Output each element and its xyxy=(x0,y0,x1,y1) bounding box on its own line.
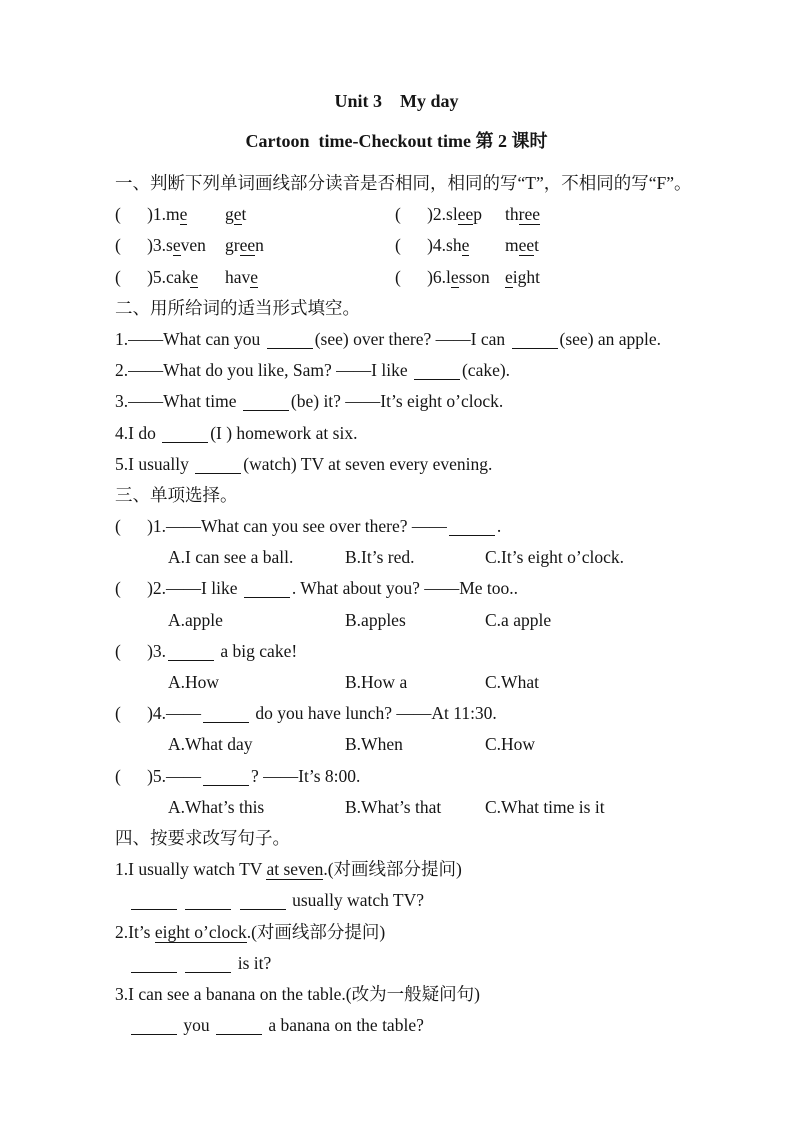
choice-option: C.a apple xyxy=(485,609,552,630)
text-run xyxy=(233,890,237,910)
pair-left xyxy=(115,199,225,230)
text-run xyxy=(179,953,183,973)
answer-paren: ( ) xyxy=(115,516,153,537)
choice-question-stem xyxy=(115,573,735,604)
word: meet xyxy=(505,235,540,256)
fill-in-blank xyxy=(168,658,214,661)
section4-rewrite-sentences xyxy=(115,854,735,1041)
choice-option: C.It’s eight o’clock. xyxy=(485,547,625,568)
text-run: 4.I do xyxy=(115,422,161,443)
underlined-phrase: at seven xyxy=(266,859,324,880)
text-run: you xyxy=(179,1015,214,1036)
underlined-letters: e xyxy=(461,235,470,256)
section2-fill-in-items xyxy=(115,324,735,480)
text-run: (I ) homework at six. xyxy=(210,422,358,443)
text-run: usually watch TV? xyxy=(287,890,424,911)
word-pair xyxy=(115,230,395,261)
choice-options-row xyxy=(115,542,735,573)
underlined-letters: ee xyxy=(239,235,256,256)
rewrite-question xyxy=(115,917,735,948)
answer-paren: ( ) xyxy=(115,765,153,786)
fill-in-blank xyxy=(185,907,231,910)
choice-question-stem xyxy=(115,698,735,729)
choice-option: B.When xyxy=(345,734,403,755)
text-run: (be) it? ——It’s eight o’clock. xyxy=(290,391,504,412)
answer-paren: ( ) xyxy=(115,640,153,661)
text-run: do you have lunch? ——At 11:30. xyxy=(251,703,497,724)
word: she xyxy=(446,235,470,256)
pair-left xyxy=(115,262,225,293)
fill-in-sentence xyxy=(115,355,735,386)
text-run: 2.——What do you like, Sam? ——I like xyxy=(115,360,412,381)
text-run: 3.——What time xyxy=(115,391,241,412)
underlined-letters: ee xyxy=(518,235,535,256)
text-run: .(对画线部分提问) xyxy=(323,859,462,880)
pair-number: 2. xyxy=(432,204,447,225)
choice-options-row xyxy=(115,729,735,760)
word-pair xyxy=(395,262,675,293)
answer-paren: ( ) xyxy=(115,204,153,225)
rewrite-answer-line xyxy=(115,948,735,979)
underlined-letters: e xyxy=(172,235,181,256)
section4-heading: 四、按要求改写句子。 xyxy=(115,827,290,848)
word-pair xyxy=(115,262,395,293)
text-run: (see) an apple. xyxy=(559,328,662,349)
choice-question-stem xyxy=(115,636,735,667)
section3-heading: 三、单项选择。 xyxy=(115,484,238,505)
fill-in-blank xyxy=(449,533,495,536)
pair-number: 1. xyxy=(152,204,167,225)
pair-left xyxy=(395,230,505,261)
page-subtitle: Cartoon time-Checkout time 第 2 课时 xyxy=(245,131,548,151)
underlined-phrase: eight o’clock xyxy=(154,921,247,942)
section1-heading: 一、判断下列单词画线部分读音是否相同，相同的写“T”，不相同的写“F”。 xyxy=(115,173,692,193)
underlined-letters: ee xyxy=(457,204,474,225)
fill-in-blank xyxy=(414,377,460,380)
answer-paren: ( ) xyxy=(115,266,153,287)
fill-in-sentence xyxy=(115,449,735,480)
word-pair xyxy=(115,199,395,230)
choice-option: A.What’s this xyxy=(168,796,265,817)
fill-in-blank xyxy=(131,970,177,973)
word-pair xyxy=(395,199,675,230)
word: have xyxy=(225,266,259,287)
fill-in-blank xyxy=(267,346,313,349)
word-pair xyxy=(395,230,675,261)
text-run: . What about you? ——Me too.. xyxy=(291,578,519,599)
choice-options-row xyxy=(115,792,735,823)
fill-in-blank xyxy=(243,408,289,411)
pair-number: 6. xyxy=(432,266,447,287)
text-run: (cake). xyxy=(461,360,511,381)
choice-option: A.apple xyxy=(168,609,223,630)
underlined-letters: e xyxy=(190,266,199,287)
answer-paren: ( ) xyxy=(115,578,153,599)
choice-question-stem xyxy=(115,511,735,542)
word: seven xyxy=(166,235,206,256)
section1-pronunciation-pairs xyxy=(115,199,735,293)
word: three xyxy=(505,204,540,225)
fill-in-blank xyxy=(185,970,231,973)
choice-option: B.What’s that xyxy=(345,796,442,817)
choice-options-row xyxy=(115,605,735,636)
answer-paren: ( ) xyxy=(395,204,433,225)
underlined-letters: e xyxy=(505,266,513,287)
text-run: 1.——What can you xyxy=(115,328,265,349)
choice-option: A.What day xyxy=(168,734,253,755)
pair-left xyxy=(115,230,225,261)
word-pair-row xyxy=(115,199,735,230)
choice-option: C.What time is it xyxy=(485,796,605,817)
rewrite-answer-line xyxy=(115,885,735,916)
text-run: 3.I can see a banana on the table.(改为一般疑问句) xyxy=(115,983,480,1004)
text-run: 1.——What can you see over there? —— xyxy=(152,516,447,537)
text-run xyxy=(179,890,183,910)
pair-number: 3. xyxy=(152,235,167,256)
choice-option: C.How xyxy=(485,734,536,755)
answer-paren: ( ) xyxy=(395,235,433,256)
fill-in-blank xyxy=(240,907,286,910)
fill-in-blank xyxy=(195,471,241,474)
fill-in-sentence xyxy=(115,418,735,449)
text-run: a big cake! xyxy=(216,640,298,661)
word: get xyxy=(225,204,247,225)
answer-paren: ( ) xyxy=(115,235,153,256)
text-run: 3. xyxy=(152,640,167,661)
fill-in-blank xyxy=(203,720,249,723)
text-run: ? ——It’s 8:00. xyxy=(251,765,361,786)
choice-option: B.It’s red. xyxy=(345,547,415,568)
text-run: 5.—— xyxy=(152,765,202,786)
rewrite-question xyxy=(115,854,735,885)
text-run: 1.I usually watch TV xyxy=(115,859,267,880)
word: eight xyxy=(505,266,541,287)
text-run: 2.——I like xyxy=(152,578,242,599)
choice-question-stem xyxy=(115,761,735,792)
pair-number: 5. xyxy=(152,266,167,287)
underlined-letters: e xyxy=(233,204,242,225)
choice-option: B.How a xyxy=(345,672,408,692)
pair-number: 4. xyxy=(432,235,447,256)
word: cake xyxy=(166,266,199,287)
text-run: .(对画线部分提问) xyxy=(246,921,386,942)
fill-in-blank xyxy=(162,440,208,443)
answer-paren: ( ) xyxy=(395,266,433,287)
text-run: 4.—— xyxy=(152,703,202,724)
word-pair-row xyxy=(115,262,735,293)
text-run: a banana on the table? xyxy=(264,1015,424,1036)
text-run: (watch) TV at seven every evening. xyxy=(243,453,493,474)
choice-option: A.How xyxy=(168,672,220,692)
rewrite-answer-line xyxy=(115,1010,735,1041)
word: sleep xyxy=(446,204,483,225)
fill-in-sentence xyxy=(115,324,735,355)
fill-in-sentence xyxy=(115,386,735,417)
text-run: . xyxy=(496,516,502,537)
text-run: 2.It’s xyxy=(115,921,155,942)
choice-option: A.I can see a ball. xyxy=(168,547,294,568)
fill-in-blank xyxy=(131,1032,177,1035)
section3-multiple-choice xyxy=(115,511,735,823)
fill-in-blank xyxy=(244,595,290,598)
fill-in-blank xyxy=(131,907,177,910)
text-run: 5.I usually xyxy=(115,453,194,474)
word: me xyxy=(166,204,188,225)
word: lesson xyxy=(446,266,490,287)
underlined-letters: e xyxy=(179,204,188,225)
choice-options-row xyxy=(115,667,735,698)
rewrite-question xyxy=(115,979,735,1010)
underlined-letters: e xyxy=(450,266,459,287)
choice-option: C.What xyxy=(485,672,539,692)
underlined-letters: ree xyxy=(518,204,540,225)
word: green xyxy=(225,235,264,256)
answer-paren: ( ) xyxy=(115,703,153,724)
text-run: is it? xyxy=(233,952,272,973)
pair-left xyxy=(395,199,505,230)
fill-in-blank xyxy=(216,1032,262,1035)
pair-left xyxy=(395,262,505,293)
text-run: (see) over there? ——I can xyxy=(314,328,510,349)
word-pair-row xyxy=(115,230,735,261)
page-title: Unit 3 My day xyxy=(334,91,459,111)
section2-heading: 二、用所给词的适当形式填空。 xyxy=(115,297,360,318)
fill-in-blank xyxy=(203,783,249,786)
choice-option: B.apples xyxy=(345,609,406,630)
fill-in-blank xyxy=(512,346,558,349)
underlined-letters: e xyxy=(250,266,259,287)
